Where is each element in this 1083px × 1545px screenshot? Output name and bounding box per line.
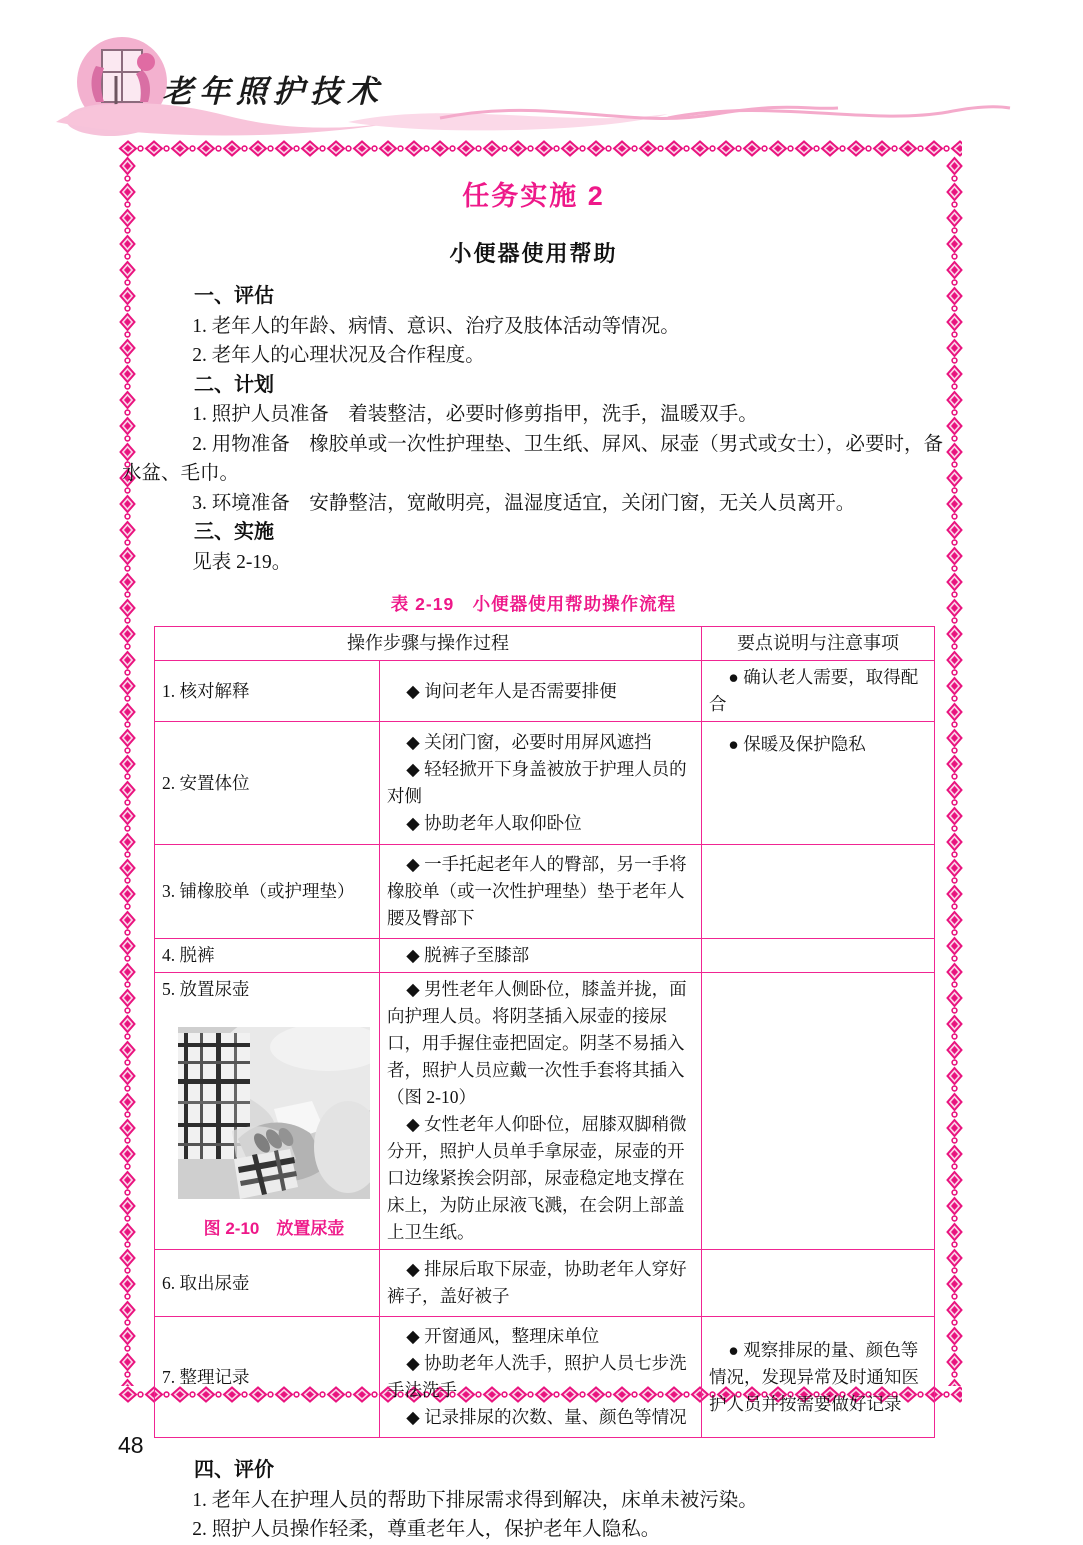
column-header-notes: 要点说明与注意事项 bbox=[702, 627, 935, 661]
step-label: 4. 脱裤 bbox=[155, 939, 380, 973]
assessment-item: 2. 老年人的心理状况及合作程度。 bbox=[192, 345, 485, 366]
step-label: 5. 放置尿壶 bbox=[162, 979, 250, 999]
process-bullet: ◆ 脱裤子至膝部 bbox=[406, 945, 530, 965]
implementation-item: 见表 2-19。 bbox=[192, 551, 292, 573]
process-bullet: ◆ 协助老年人洗手，照护人员七步洗手法洗手 bbox=[387, 1353, 687, 1400]
decorative-border-right bbox=[946, 156, 963, 1386]
table-caption: 表 2-19 小便器使用帮助操作流程 bbox=[390, 594, 677, 614]
process-bullet: ◆ 排尿后取下尿壶，协助老年人穿好裤子，盖好被子 bbox=[387, 1259, 687, 1306]
process-bullet: ◆ 开窗通风，整理床单位 bbox=[406, 1326, 600, 1346]
header-wave-decoration bbox=[48, 88, 1028, 140]
table-row bbox=[155, 939, 935, 973]
process-bullet: ◆ 关闭门窗，必要时用屏风遮挡 bbox=[406, 732, 652, 752]
table-header-row bbox=[155, 627, 935, 661]
table-row bbox=[155, 1250, 935, 1317]
column-header-steps: 操作步骤与操作过程 bbox=[155, 627, 702, 661]
procedure-text bbox=[122, 282, 945, 577]
process-bullet: ◆ 女性老年人仰卧位，屈膝双脚稍微分开，照护人员单手拿尿壶，尿壶的开口边缘紧挨会阴部，尿壶稳定地支撑在床上，为防止尿液飞溅，在会阴上部盖上卫生纸。 bbox=[387, 1114, 687, 1242]
figure-caption: 图 2-10 放置尿壶 bbox=[203, 1219, 345, 1238]
table-row bbox=[155, 973, 935, 1250]
assessment-item: 1. 老年人的年龄、病情、意识、治疗及肢体活动等情况。 bbox=[192, 315, 680, 337]
plan-item: 3. 环境准备 安静整洁，宽敞明亮，温湿度适宜，关闭门窗，无关人员离开。 bbox=[192, 492, 856, 514]
page-number: 48 bbox=[118, 1432, 144, 1458]
evaluation-section bbox=[122, 1456, 945, 1545]
section-heading-evaluation: 四、评价 bbox=[194, 1459, 274, 1481]
figure-photo bbox=[178, 1027, 370, 1199]
evaluation-item: 2. 照护人员操作轻柔，尊重老年人，保护老年人隐私。 bbox=[192, 1519, 661, 1540]
step-label: 7. 整理记录 bbox=[155, 1317, 380, 1438]
note-bullet: ● 确认老人需要，取得配合 bbox=[709, 667, 919, 714]
step-label: 1. 核对解释 bbox=[155, 661, 380, 722]
process-bullet: ◆ 一手托起老年人的臀部，另一手将橡胶单（或一次性护理垫）垫于老年人腰及臀部下 bbox=[387, 854, 687, 928]
figure bbox=[178, 1027, 370, 1242]
evaluation-item: 1. 老年人在护理人员的帮助下排尿需求得到解决，床单未被污染。 bbox=[192, 1489, 758, 1511]
decorative-border-top bbox=[118, 140, 962, 157]
step-label: 3. 铺橡胶单（或护理垫） bbox=[155, 845, 380, 939]
book-title: 老年照护技术 bbox=[162, 74, 384, 109]
section-heading-implementation: 三、实施 bbox=[194, 521, 274, 543]
task-title: 任务实施 2 bbox=[462, 181, 605, 211]
plan-item: 1. 照护人员准备 着装整洁，必要时修剪指甲，洗手，温暖双手。 bbox=[192, 404, 758, 425]
page-header bbox=[0, 0, 1083, 140]
process-bullet: ◆ 记录排尿的次数、量、颜色等情况 bbox=[406, 1407, 687, 1427]
step-label: 2. 安置体位 bbox=[155, 722, 380, 845]
section-heading-assessment: 一、评估 bbox=[194, 285, 274, 307]
table-row bbox=[155, 1317, 935, 1438]
process-bullet: ◆ 轻轻掀开下身盖被放于护理人员的对侧 bbox=[387, 759, 687, 806]
table-row bbox=[155, 722, 935, 845]
plan-item: 2. 用物准备 橡胶单或一次性护理垫、卫生纸、屏风、尿壶（男式或女士），必要时，备水盆、毛巾。 bbox=[122, 433, 943, 484]
section-heading-plan: 二、计划 bbox=[194, 373, 274, 396]
step-label: 6. 取出尿壶 bbox=[155, 1250, 380, 1317]
page-content bbox=[122, 158, 945, 1545]
operation-table bbox=[154, 626, 935, 1438]
note-bullet: ● 保暖及保护隐私 bbox=[728, 734, 866, 754]
process-bullet: ◆ 男性老年人侧卧位，膝盖并拢，面向护理人员。将阴茎插入尿壶的接尿口，用手握住壶把固定。阴茎不易插入者，照护人员应戴一次性手套将其插入（图 2-10） bbox=[387, 979, 687, 1107]
task-subtitle: 小便器使用帮助 bbox=[449, 241, 618, 266]
process-bullet: ◆ 询问老年人是否需要排便 bbox=[406, 680, 617, 701]
table-row bbox=[155, 661, 935, 722]
table-row bbox=[155, 845, 935, 939]
process-bullet: ◆ 协助老年人取仰卧位 bbox=[406, 813, 582, 833]
note-bullet: ● 观察排尿的量、颜色等情况，发现异常及时通知医护人员并按需要做好记录 bbox=[709, 1339, 919, 1414]
